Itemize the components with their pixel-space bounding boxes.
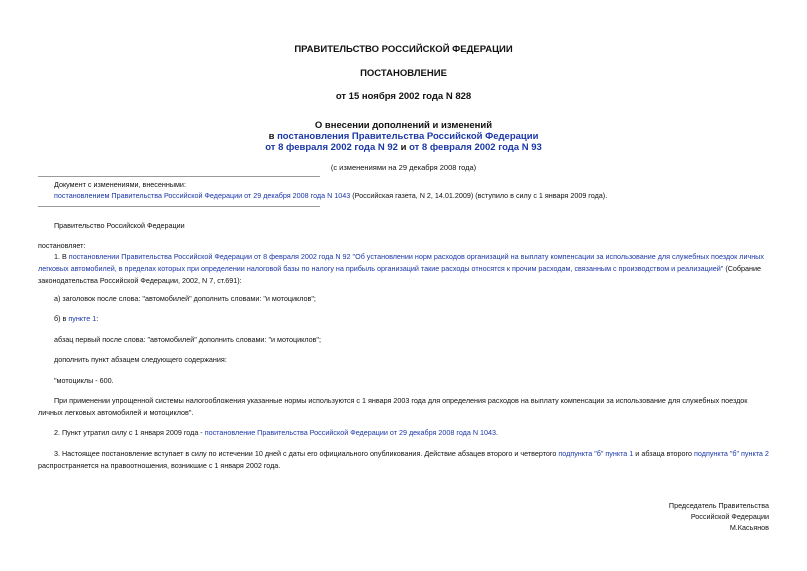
- p3-end: распространяется на правоотношения, возникшие с 1 января 2002 года.: [38, 461, 281, 470]
- subpoint-b-point-2-link[interactable]: подпункта "б" пункта 2: [694, 449, 769, 458]
- org-title: ПРАВИТЕЛЬСТВО РОССИЙСКОЙ ФЕДЕРАЦИИ: [294, 44, 513, 55]
- signature-line-2: Российской Федерации: [690, 512, 769, 521]
- decree-93-link[interactable]: от 8 февраля 2002 года N 93: [409, 142, 542, 153]
- changes-line: [54, 190, 607, 202]
- pb-prefix: б) в: [54, 314, 69, 323]
- subparagraph-b-line-2: абзац первый после слова: "автомобилей" дополнить словами: "и мотоциклов";: [54, 335, 321, 344]
- decree-link-title[interactable]: постановления Правительства Российской Федерации: [277, 131, 539, 142]
- decree-92-link[interactable]: от 8 февраля 2002 года N 92: [265, 142, 398, 153]
- decrees-word: постановляет:: [38, 241, 86, 250]
- doc-title-line-1: О внесении дополнений и изменений: [314, 120, 493, 131]
- decree-92-full-link[interactable]: постановлении Правительства Российской Федерации от 8 февраля 2002 года N 92 "Об установлении норм расходов организаций на выплату компенсации за использование для служебных поездок личных легковых автомобилей, в пределах которых при определении налоговой базы по налогу на прибыль организаций такие расходы относятся к прочим расходам, связанным с производством и реализацией": [38, 252, 764, 273]
- signature-name: М.Касьянов: [729, 523, 769, 532]
- subparagraph-b-line-5: При применении упрощенной системы налогообложения указанные нормы используются с 1 января 2003 года для определения расходов на выплату компенсации за использование для служебных поездок личных легковых автомобилей и мотоциклов".: [38, 396, 748, 417]
- p3-mid: и абзаца второго: [633, 449, 695, 458]
- subpoint-b-point-1-link[interactable]: подпункта "б" пункта 1: [558, 449, 634, 458]
- signature-line-1: Председатель Правительства: [668, 501, 769, 510]
- doc-type: ПОСТАНОВЛЕНИЕ: [360, 68, 447, 79]
- subparagraph-b-line-3: дополнить пункт абзацем следующего содержания:: [54, 355, 227, 364]
- subparagraph-b: [54, 313, 98, 325]
- title-conj: и: [400, 142, 407, 153]
- changes-label: Документ с изменениями, внесенными:: [54, 180, 186, 189]
- pb-suffix: :: [96, 314, 99, 323]
- amendment-note: (с изменениями на 29 декабря 2008 года): [330, 163, 477, 172]
- government-line: Правительство Российской Федерации: [54, 221, 185, 230]
- p2-text: 2. Пункт утратил силу с 1 января 2009 года -: [54, 428, 205, 437]
- p1-number: 1. В: [54, 252, 69, 261]
- doc-title-line-3: [0, 142, 807, 153]
- p1-source: (Собрание законодательства Российской Федерации, 2002, N 7, ст.691):: [38, 264, 762, 285]
- subparagraph-b-line-4: "мотоциклы - 600.: [54, 376, 114, 385]
- doc-title-line-2: [0, 131, 807, 142]
- decree-1043-link[interactable]: постановлением Правительства Российской Федерации от 29 декабря 2008 года N 1043: [54, 191, 351, 200]
- changes-source: (Российская газета, N 2, 14.01.2009) (вступило в силу с 1 января 2009 года).: [350, 191, 608, 200]
- paragraph-1: [38, 251, 769, 287]
- title-prefix: в: [268, 131, 275, 142]
- p3-text: 3. Настоящее постановление вступает в силу по истечении 10 дней с даты его официального опубликования. Действие абзацев второго и четвертого: [54, 449, 559, 458]
- doc-date: от 15 ноября 2002 года N 828: [335, 91, 472, 102]
- divider-top: [38, 176, 320, 177]
- paragraph-2: [54, 427, 498, 439]
- point-1-link[interactable]: пункте 1: [68, 314, 97, 323]
- subparagraph-a: а) заголовок после слова: "автомобилей" дополнить словами: "и мотоциклов";: [54, 294, 316, 303]
- divider-bottom: [38, 206, 320, 207]
- p2-end: .: [496, 428, 499, 437]
- paragraph-3: [38, 448, 769, 472]
- decree-1043-link-2[interactable]: постановление Правительства Российской Федерации от 29 декабря 2008 года N 1043: [204, 428, 497, 437]
